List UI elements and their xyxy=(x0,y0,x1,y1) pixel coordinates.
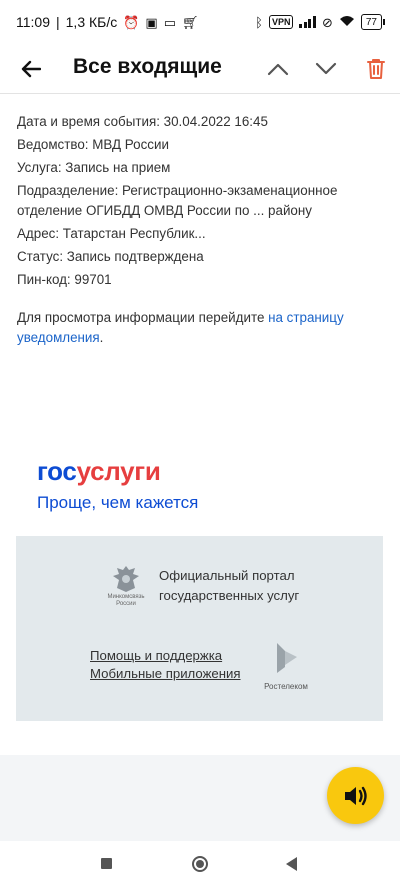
message-app-icon: ▭ xyxy=(163,14,177,30)
rostelecom-icon xyxy=(271,641,301,675)
rostelecom-logo xyxy=(256,641,316,691)
arrow-left-icon xyxy=(21,60,41,78)
system-nav-bar xyxy=(0,841,400,889)
vpn-badge: VPN xyxy=(269,15,294,29)
alarm-icon: ⏰ xyxy=(123,14,140,30)
partner-caption: Ростелеком xyxy=(264,682,308,691)
event-service: Услуга: Запись на прием xyxy=(17,160,171,175)
battery-indicator: 77 xyxy=(361,14,382,30)
gosuslugi-brand xyxy=(37,456,198,513)
notification-page-link[interactable]: на страницу уведомления xyxy=(17,310,344,345)
app-bar xyxy=(0,44,400,94)
signal-icon xyxy=(299,16,316,28)
delete-button[interactable] xyxy=(361,54,391,84)
chevron-up-icon xyxy=(267,62,289,76)
speaker-icon xyxy=(343,785,369,807)
event-subdivision: Подразделение: Регистрационно-экзаменационное отделение ОГИБДД ОМВД России по ... району xyxy=(17,183,338,218)
mobile-apps-link[interactable]: Мобильные приложения xyxy=(90,666,241,681)
network-speed: 1,3 КБ/с xyxy=(65,14,118,30)
ministry-caption: Минкомсвязь России xyxy=(107,594,145,607)
read-aloud-button[interactable] xyxy=(327,767,384,824)
event-datetime: Дата и время события: 30.04.2022 16:45 xyxy=(17,114,268,129)
muted-icon: ⊘ xyxy=(321,14,333,30)
status-bar: 11:09 | 1,3 КБ/с ⏰ ▣ ▭ 🛒︎ ᛒ VPN ⊘ 77 xyxy=(0,0,400,44)
event-department: Ведомство: МВД России xyxy=(17,137,169,152)
bluetooth-icon: ᛒ xyxy=(255,14,263,30)
portal-description: Официальный портал государственных услуг xyxy=(159,568,300,603)
notification-note: Для просмотра информации перейдите на страницу уведомления. xyxy=(17,310,344,345)
back-button[interactable] xyxy=(16,54,46,84)
event-pin: Пин-код: 99701 xyxy=(17,272,112,287)
recent-apps-icon[interactable] xyxy=(101,858,112,869)
previous-message-button[interactable] xyxy=(263,54,293,84)
footer-card xyxy=(16,536,383,721)
page-title: Все входящие xyxy=(73,55,222,78)
event-status: Статус: Запись подтверждена xyxy=(17,249,204,264)
system-back-icon[interactable] xyxy=(286,857,297,871)
notification-app-icon: ▣ xyxy=(145,14,158,30)
chevron-down-icon xyxy=(315,62,337,76)
gosuslugi-logo: госуслуги xyxy=(37,456,161,486)
help-link[interactable]: Помощь и поддержка xyxy=(90,648,223,663)
clock: 11:09 xyxy=(16,14,50,30)
next-message-button[interactable] xyxy=(311,54,341,84)
trash-icon xyxy=(367,58,385,80)
wifi-icon xyxy=(339,15,355,29)
cart-icon: 🛒︎ xyxy=(182,14,199,30)
brand-tagline: Проще, чем кажется xyxy=(37,493,199,512)
event-address: Адрес: Татарстан Республик... xyxy=(17,226,206,241)
home-icon[interactable] xyxy=(192,856,208,872)
message-body xyxy=(17,112,367,348)
